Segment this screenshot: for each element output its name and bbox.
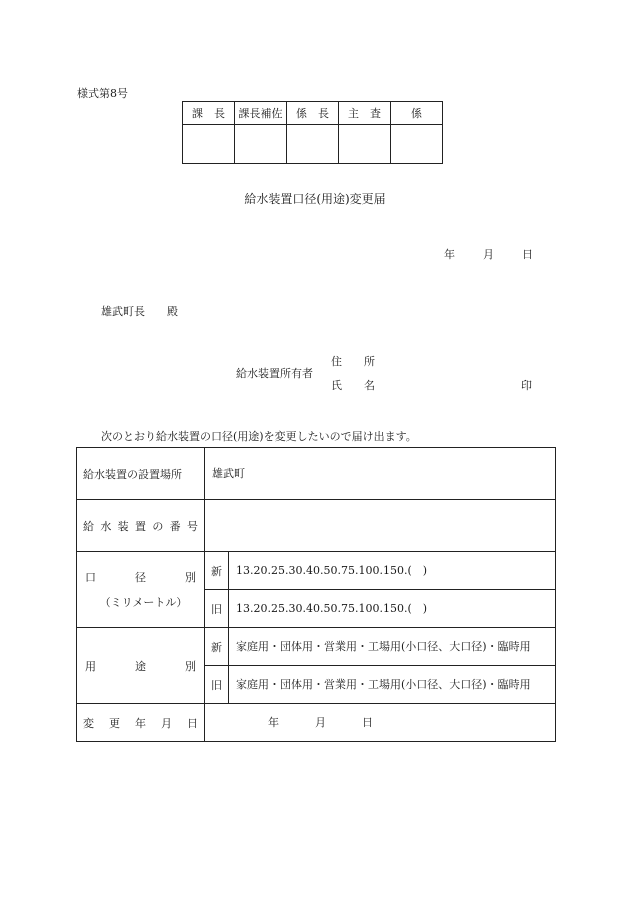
number-label: 給 水 装 置 の 番 号 [77,500,205,552]
approval-stamp-cell[interactable] [391,125,443,164]
intro-text: 次のとおり給水装置の口径(用途)を変更したいので届け出ます。 [101,430,417,443]
location-label: 給水装置の設置場所 [77,448,205,500]
usage-old-tag: 旧 [205,666,229,704]
owner-address-label: 住 所 [331,355,375,368]
diameter-new-tag: 新 [205,552,229,590]
document-title: 給水装置口径(用途)変更届 [244,192,386,206]
approval-stamp-grid [182,101,443,164]
approval-stamp-cell[interactable] [235,125,287,164]
approval-stamp-cell[interactable] [183,125,235,164]
date-year-label: 年 [444,248,455,261]
date-day-label: 日 [522,248,533,261]
owner-label: 給水装置所有者 [236,367,313,380]
usage-new-tag: 新 [205,628,229,666]
approval-header-section-chief: 課 長 [183,102,235,125]
owner-name-label: 氏 名 [331,379,375,392]
diameter-old-options[interactable]: 13.20.25.30.40.50.75.100.150.( ) [229,590,556,628]
diameter-new-options[interactable]: 13.20.25.30.40.50.75.100.150.( ) [229,552,556,590]
diameter-label: 口 径 別 （ミリメートル） [77,552,205,628]
usage-old-options[interactable]: 家庭用・団体用・営業用・工場用(小口径、大口径)・臨時用 [229,666,556,704]
change-date-month: 月 [315,716,326,729]
change-date-label: 変 更 年 月 日 [77,704,205,742]
usage-label: 用 途 別 [77,628,205,704]
approval-header-deputy-chief: 課長補佐 [235,102,287,125]
change-date-day: 日 [362,716,373,729]
change-date-value[interactable] [205,704,556,742]
date-month-label: 月 [483,248,494,261]
usage-new-options[interactable]: 家庭用・団体用・営業用・工場用(小口径、大口径)・臨時用 [229,628,556,666]
change-details-table [76,447,556,742]
addressee: 雄武町長 殿 [101,305,178,318]
diameter-old-tag: 旧 [205,590,229,628]
change-date-year: 年 [268,716,279,729]
location-value[interactable]: 雄武町 [205,448,556,500]
approval-stamp-cell[interactable] [339,125,391,164]
submission-date[interactable] [444,246,533,262]
diameter-unit-label: （ミリメートル） [99,596,188,609]
approval-stamp-cell[interactable] [287,125,339,164]
approval-header-inspector: 主 査 [339,102,391,125]
approval-header-subsection-chief: 係 長 [287,102,339,125]
seal-mark: 印 [521,379,532,392]
approval-header-staff: 係 [391,102,443,125]
form-number: 様式第8号 [77,87,128,100]
number-value[interactable] [205,500,556,552]
